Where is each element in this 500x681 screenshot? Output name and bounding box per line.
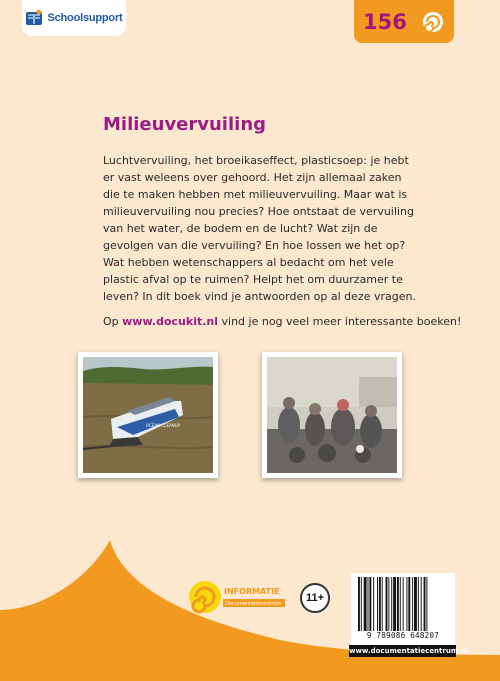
barcode-bar	[369, 577, 371, 631]
barcode-bar	[364, 577, 367, 631]
promo-prefix: Op	[103, 315, 123, 328]
book-number-badge	[354, 0, 454, 43]
smog-street-image	[267, 357, 397, 473]
photo-cleanup-boat	[78, 352, 218, 478]
informatie-text: INFORMATIE	[224, 587, 280, 596]
page-title: Milieuvervuiling	[103, 114, 267, 135]
barcode-bar	[377, 577, 378, 631]
barcode-bar	[391, 577, 392, 631]
barcode-bar	[414, 577, 417, 631]
barcode-bar	[397, 577, 399, 631]
barcode-bar	[400, 577, 401, 631]
logo-text: Schoolsupport	[47, 12, 123, 24]
book-number: 156	[363, 9, 407, 34]
isbn-number: 9 789086 648207	[366, 631, 440, 640]
informatie-documentatiecentrum-logo	[188, 580, 288, 614]
barcode-bar	[386, 577, 388, 631]
barcode-bar	[368, 577, 369, 631]
cleanup-boat-image	[83, 357, 213, 473]
barcode-bar	[424, 577, 426, 631]
schoolsupport-book-icon	[25, 9, 43, 27]
barcode-bar	[408, 577, 410, 631]
barcode-bar	[406, 577, 407, 631]
website-label[interactable]: www.documentatiecentrum.nl	[349, 647, 469, 655]
docukit-link[interactable]: www.docukit.nl	[122, 315, 219, 328]
barcode-bars	[357, 577, 449, 631]
age-badge: 11+	[300, 583, 330, 613]
documentatiecentrum-text: Documentatiecentrum	[225, 601, 282, 607]
barcode-bar	[426, 577, 427, 631]
barcode-bar	[412, 577, 413, 631]
barcode-bar	[358, 577, 360, 631]
barcode-bar	[418, 577, 419, 631]
schoolsupport-logo	[22, 0, 126, 36]
photo-smog-street	[262, 352, 402, 478]
barcode-bar	[379, 577, 381, 631]
boat-label: OCEAN CLEANUP	[146, 423, 181, 428]
promo-suffix: vind je nog veel meer interessante boeken!	[218, 315, 462, 328]
barcode-bar	[361, 577, 362, 631]
isbn-barcode	[351, 573, 455, 645]
description-text: Luchtvervuiling, het broeikaseffect, plasticsoep: je hebt er vast weleens over gehoord. Het zijn allemaal zaken die te maken hebben met milieuvervuiling. Maar wat is milieuvervuiling nou precies? Hoe ontstaat de vervuiling van het water, de bodem en de lucht? Wat zijn de gevolgen van die vervuiling? En hoe lossen we het op? Wat hebben wetenschappers al bedacht om het vele plastic afval op te ruimen? Helpt het om duurzamer te leven? In dit boek vind je antwoorden op al deze vragen.	[103, 154, 416, 303]
barcode-bar	[382, 577, 383, 631]
barcode-bar	[388, 577, 389, 631]
barcode-bar	[393, 577, 396, 631]
swirl-icon	[422, 11, 444, 33]
barcode-bar	[421, 577, 422, 631]
barcode-bar	[403, 577, 404, 631]
promo-line	[103, 313, 461, 330]
barcode-bar	[373, 577, 374, 631]
